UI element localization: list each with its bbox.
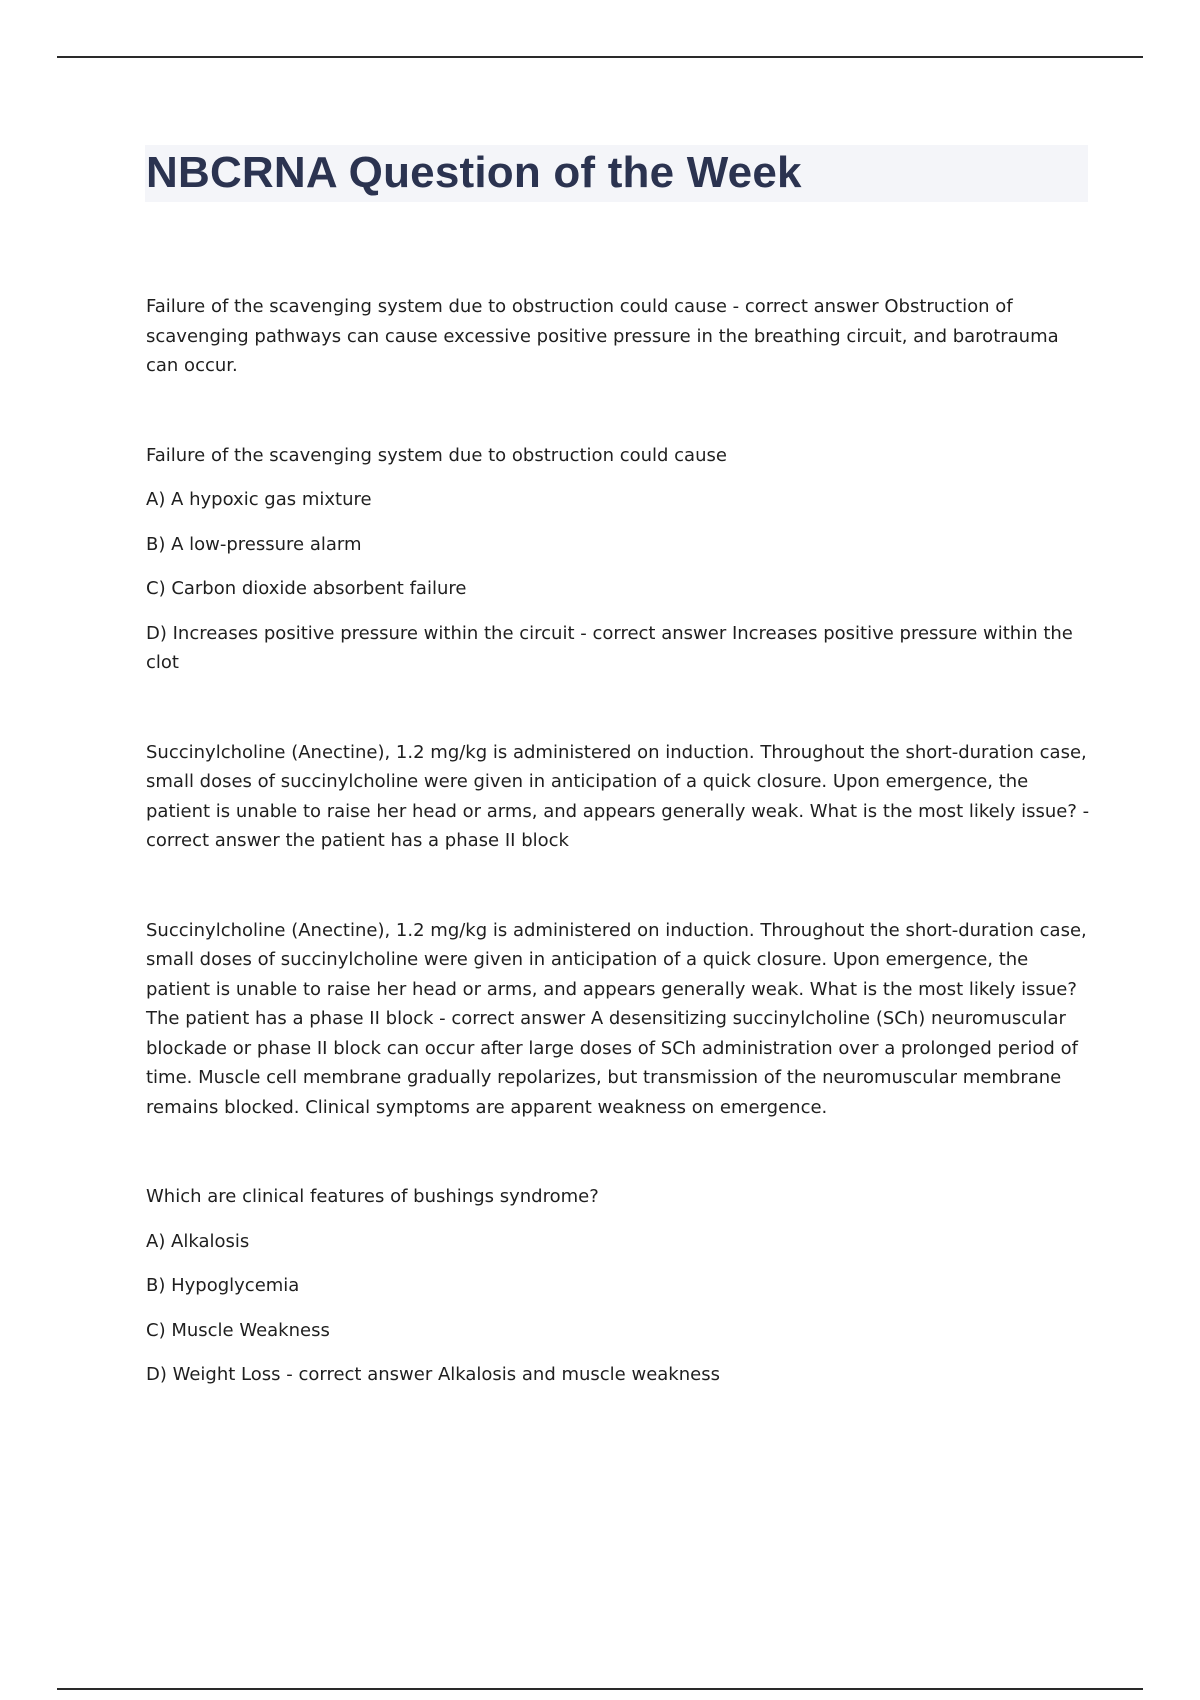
question-stem: Which are clinical features of bushings syndrome?	[146, 1186, 599, 1207]
option-c: C) Muscle Weakness	[146, 1319, 330, 1341]
option-a: A) Alkalosis	[146, 1230, 250, 1252]
mcq-block-1	[146, 441, 1091, 678]
qa-block-3: Succinylcholine (Anectine), 1.2 mg/kg is administered on induction. Throughout the short-duration case, small doses of succinylcholine were given in anticipation of a quick closure. Upon emergence, the patient is unable to raise her head or arms, and appears generally weak. What is the most likely issue? The patient has a phase II block - correct answer A desensitizing succinylcholine (SCh) neuromuscular blockade or phase II block can occur after large doses of SCh administration over a prolonged period of time. Muscle cell membrane gradually repolarizes, but transmission of the neuromuscular membrane remains blocked. Clinical symptoms are apparent weakness on emergence.	[146, 919, 1087, 1118]
question-stem: Failure of the scavenging system due to obstruction could cause	[146, 444, 727, 466]
qa-block-2: Succinylcholine (Anectine), 1.2 mg/kg is administered on induction. Throughout the short-duration case, small doses of succinylcholine were given in anticipation of a quick closure. Upon emergence, the patient is unable to raise her head or arms, and appears generally weak. What is the most likely issue? - correct answer the patient has a phase II block	[146, 741, 1090, 851]
option-c: C) Carbon dioxide absorbent failure	[146, 578, 467, 599]
document-body	[146, 292, 1091, 1405]
page-title: NBCRNA Question of the Week	[146, 148, 802, 197]
option-a: A) A hypoxic gas mixture	[146, 489, 372, 510]
bottom-rule	[57, 1688, 1143, 1690]
option-d: D) Increases positive pressure within the circuit - correct answer Increases positive pressure within the clot	[146, 622, 1073, 673]
top-rule	[57, 56, 1143, 58]
option-b: B) A low-pressure alarm	[146, 533, 362, 555]
mcq-block-2	[146, 1182, 1091, 1390]
option-b: B) Hypoglycemia	[146, 1275, 300, 1296]
option-d: D) Weight Loss - correct answer Alkalosis and muscle weakness	[146, 1364, 720, 1385]
qa-block-1: Failure of the scavenging system due to obstruction could cause - correct answer Obstruction of scavenging pathways can cause excessive positive pressure in the breathing circuit, and barotrauma can occur.	[146, 296, 1059, 376]
